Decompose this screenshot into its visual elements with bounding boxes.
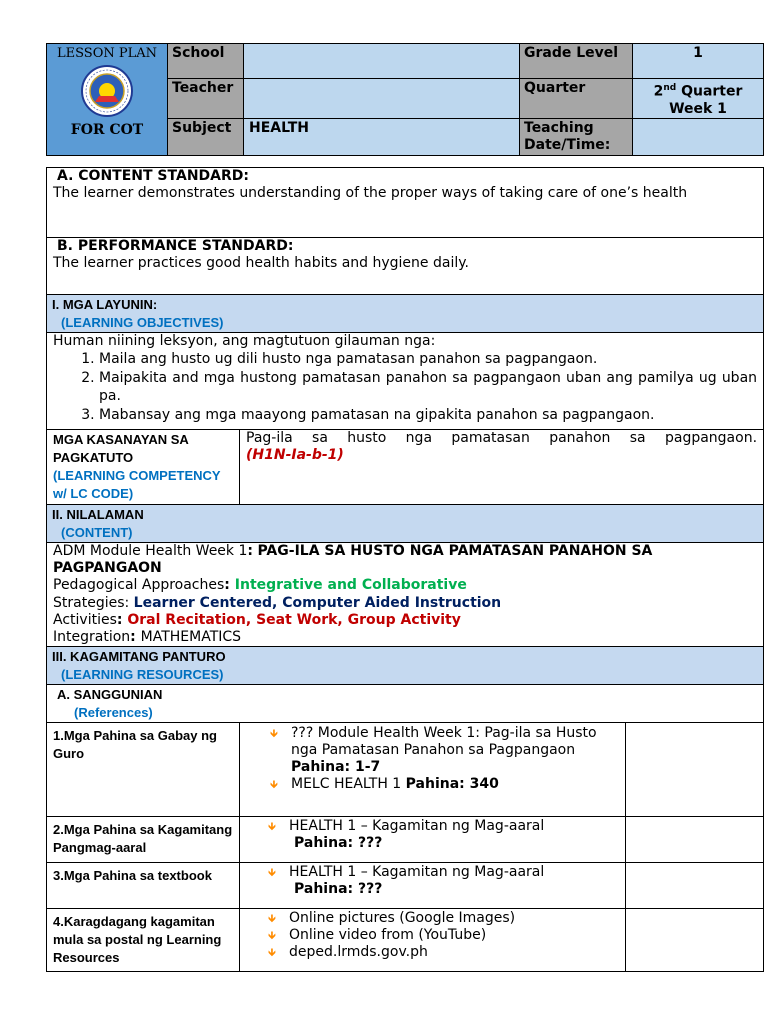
subject-field[interactable] [244,118,520,155]
content-standard-text: The learner demonstrates understanding of the proper ways of taking care of one’s health [53,185,688,201]
resource-page: Pahina: 340 [405,776,499,793]
resource-text: MELC HEALTH 1 [291,776,406,793]
resource-items-learner-material [240,817,626,863]
grade-level-label: Grade Level [520,44,633,79]
integration-value: MATHEMATICS [140,629,242,646]
school-field[interactable] [244,44,520,79]
teacher-label: Teacher [168,79,244,119]
resource-extra-cell [626,863,764,909]
resource-page: Pahina: 1-7 [291,759,381,776]
resource-label-textbook: 3.Mga Pahina sa textbook [47,863,240,909]
arrow-down-icon: 🡻 [268,866,276,880]
integration-label: Integration [53,629,131,646]
references-title: A. SANGGUNIAN [57,687,163,703]
strategies-label: Strategies: [53,594,134,611]
approaches-label: Pedagogical Approaches [53,577,225,594]
resource-text: ??? Module Health Week 1: Pag-ila sa Husto nga Pamatasan Panahon sa Pagpangaon [291,725,597,759]
arrow-down-icon: 🡻 [268,946,276,960]
teaching-date-label: Teaching Date/Time: [520,118,633,155]
competency-sublabel: (LEARNING COMPETENCY w/ LC CODE) [53,468,221,501]
quarter-number: 2 [653,83,664,100]
objectives-title: I. MGA LAYUNIN: [52,297,158,312]
logo-cell [47,44,168,156]
deped-seal-icon [75,64,139,118]
resource-list [240,723,625,793]
resource-page: Pahina: ??? [294,835,383,852]
list-item [268,818,625,852]
performance-standard-text: The learner practices good health habits and hygiene daily. [53,255,469,271]
resources-title: III. KAGAMITANG PANTURO [52,649,226,665]
arrow-down-icon: 🡻 [268,929,276,943]
resource-items-teacher-guide [240,723,626,817]
approaches-value: Integrative and Collaborative [234,577,467,594]
content-header [47,505,764,543]
activities-value: Oral Recitation, Seat Work, Group Activity [127,611,461,628]
resource-page: Pahina: ??? [294,881,383,898]
resource-extra-cell [626,909,764,972]
resource-extra-cell [626,817,764,863]
competency-text: Pag-ila sa husto nga pamatasan panahon sa pagpangaon. [246,430,758,446]
integration-line: Integration: MATHEMATICS [53,629,242,646]
activities-line: Activities: Oral Recitation, Seat Work, Group Activity [53,611,461,628]
resource-items-textbook [240,863,626,909]
strategies-value: Learner Centered, Computer Aided Instruction [133,594,502,611]
list-item [268,944,625,961]
resources-header [47,647,764,685]
module-colon: : [247,543,253,559]
arrow-down-icon: 🡻 [268,820,276,834]
resource-text: Online pictures (Google Images) [289,910,516,927]
objective-item: 1. Maila ang husto ug dili husto nga pamatasan panahon sa pagpangaon. [99,350,757,369]
resource-label-learner-material: 2.Mga Pahina sa Kagamitang Pangmag-aaral [47,817,240,863]
header-table [46,43,764,156]
resource-text: Online video from (YouTube) [289,927,487,944]
approaches-line: Pedagogical Approaches: Integrative and Collaborative [53,577,467,594]
subject-label: Subject [168,118,244,155]
list-item [268,864,625,898]
grade-level-value[interactable]: 1 [633,44,764,79]
resources-subtitle: (LEARNING RESOURCES) [61,667,224,683]
resource-list [240,817,625,852]
subject-value: HEALTH [249,119,309,136]
quarter-label: Quarter [520,79,633,119]
week-value: Week 1 [669,100,727,117]
references-subtitle: (References) [74,705,153,721]
quarter-value[interactable] [633,79,764,119]
resource-text: HEALTH 1 – Kagamitan ng Mag-aaral [289,818,545,835]
activities-label: Activities [53,611,117,628]
lesson-plan-table [46,167,764,972]
quarter-suffix: nd [663,83,677,93]
module-title: PAG-ILA SA HUSTO NGA PAMATASAN PANAHON SA PAGPANGAON [53,543,653,577]
content-title: II. NILALAMAN [52,507,144,522]
arrow-down-icon: 🡻 [270,778,278,792]
objectives-intro: Human niining leksyon, ang magtutuon gilauman nga: [53,333,436,349]
performance-standard-title: B. PERFORMANCE STANDARD: [57,238,294,254]
resource-text: deped.lrmds.gov.ph [289,944,428,961]
list-item [268,910,625,927]
module-line [53,543,757,577]
objectives-content [47,333,764,430]
list-item [270,776,625,793]
arrow-down-icon: 🡻 [268,912,276,926]
module-prefix: ADM Module Health Week 1 [53,543,248,559]
arrow-down-icon: 🡻 [270,727,278,741]
objectives-header [47,295,764,333]
performance-standard-section [47,238,764,295]
resource-text: HEALTH 1 – Kagamitan ng Mag-aaral [289,864,545,881]
competency-code: (H1N-Ia-b-1) [246,447,344,463]
objectives-subtitle: (LEARNING OBJECTIVES) [61,315,224,330]
resource-items-additional [240,909,626,972]
lesson-plan-label: LESSON PLAN [56,46,157,61]
references-header [47,685,764,723]
teacher-field[interactable] [244,79,520,119]
competency-value-cell [240,430,764,505]
content-body [47,543,764,647]
content-subtitle: (CONTENT) [61,525,133,540]
list-item [268,927,625,944]
quarter-word: Quarter [676,83,743,100]
competency-label-cell [47,430,240,505]
resource-list [240,863,625,898]
resource-list [240,909,625,961]
resource-extra-cell [626,723,764,817]
for-cot-label: FOR COT [70,122,144,138]
resource-label-additional: 4.Karagdagang kagamitan mula sa postal ng Learning Resources [47,909,240,972]
content-standard-section [47,168,764,238]
competency-label: MGA KASANAYAN SA PAGKATUTO [53,432,189,465]
objectives-list [53,350,757,424]
objective-item: 2. Maipakita and mga hustong pamatasan panahon sa pagpangaon uban ang pamilya ug uban pa. [99,369,757,406]
school-label: School [168,44,244,79]
content-standard-title: A. CONTENT STANDARD: [57,168,249,184]
strategies-line [53,595,757,612]
objective-item: 3. Mabansay ang mga maayong pamatasan na gipakita panahon sa pagpangaon. [99,406,757,425]
resource-label-teacher-guide: 1.Mga Pahina sa Gabay ng Guro [47,723,240,817]
teaching-date-field[interactable] [633,118,764,155]
list-item [270,725,625,776]
